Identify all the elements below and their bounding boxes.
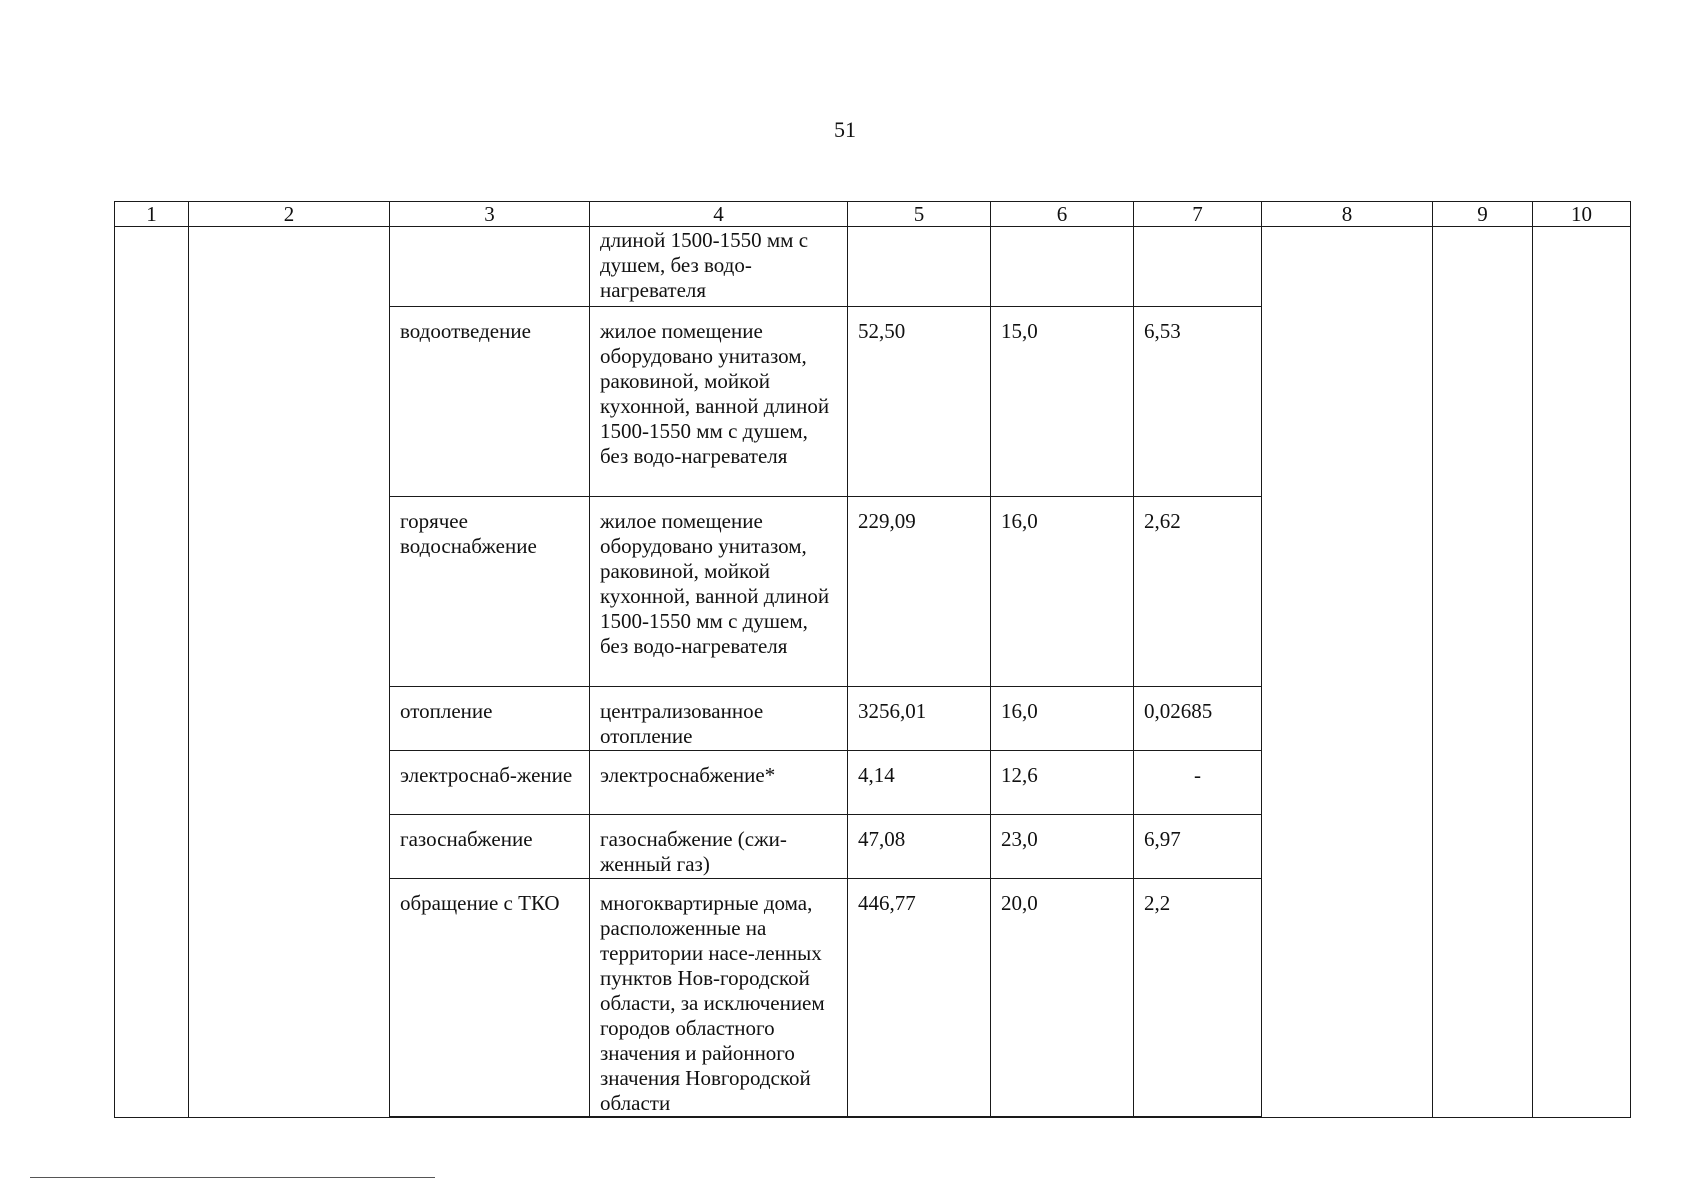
col-2-cell [189,227,390,1118]
col-5-cell: 3256,01 [848,687,991,751]
col-7-cell [1134,227,1262,307]
col-7-cell: 2,2 [1134,879,1262,1117]
col-5-cell: 4,14 [848,751,991,815]
service-cell: горячее водоснабжение [390,497,590,687]
description-cell [590,1117,848,1118]
col-6-cell: 15,0 [991,307,1134,497]
service-cell: обращение с ТКО [390,879,590,1117]
column-header-2: 2 [189,202,390,227]
description-cell: многоквартирные дома, расположенные на территории насе-ленных пунктов Нов-городской области, за исключением городов областного значения и районного значения Новгородской области [590,879,848,1117]
column-header-1: 1 [115,202,189,227]
col-8-cell [1262,227,1433,1118]
service-cell [390,227,590,307]
description-cell: жилое помещение оборудовано унитазом, раковиной, мойкой кухонной, ванной длиной 1500-1550 мм с душем, без водо-нагревателя [590,307,848,497]
col-9-cell [1433,227,1533,1118]
col-6-cell: 16,0 [991,497,1134,687]
service-cell: газоснабжение [390,815,590,879]
col-6-cell [991,1117,1134,1118]
table-row [115,227,1631,307]
column-header-5: 5 [848,202,991,227]
column-header-9: 9 [1433,202,1533,227]
col-5-cell: 47,08 [848,815,991,879]
service-cell: отопление [390,687,590,751]
col-10-cell [1533,227,1631,1118]
description-cell: газоснабжение (сжи-женный газ) [590,815,848,879]
description-cell: централизованное отопление [590,687,848,751]
col-7-cell: 2,62 [1134,497,1262,687]
col-6-cell: 23,0 [991,815,1134,879]
col-6-cell [991,227,1134,307]
col-7-cell: 0,02685 [1134,687,1262,751]
col-1-cell [115,227,189,1118]
col-6-cell: 12,6 [991,751,1134,815]
tariff-table [114,201,1631,1118]
page-number: 51 [834,117,856,142]
col-5-cell: 229,09 [848,497,991,687]
col-6-cell: 20,0 [991,879,1134,1117]
column-header-8: 8 [1262,202,1433,227]
service-cell [390,1117,590,1118]
column-number-row [115,202,1631,227]
col-7-cell: - [1134,751,1262,815]
description-cell: длиной 1500-1550 мм с душем, без водо-нагревателя [590,227,848,307]
service-cell: водоотведение [390,307,590,497]
footnote-separator [30,1177,435,1178]
col-5-cell [848,227,991,307]
col-5-cell: 446,77 [848,879,991,1117]
column-header-3: 3 [390,202,590,227]
col-6-cell: 16,0 [991,687,1134,751]
column-header-4: 4 [590,202,848,227]
column-header-10: 10 [1533,202,1631,227]
col-7-cell [1134,1117,1262,1118]
description-cell: электроснабжение* [590,751,848,815]
description-cell: жилое помещение оборудовано унитазом, раковиной, мойкой кухонной, ванной длиной 1500-1550 мм с душем, без водо-нагревателя [590,497,848,687]
col-7-cell: 6,97 [1134,815,1262,879]
col-5-cell: 52,50 [848,307,991,497]
column-header-7: 7 [1134,202,1262,227]
col-5-cell [848,1117,991,1118]
service-cell: электроснаб-жение [390,751,590,815]
col-7-cell: 6,53 [1134,307,1262,497]
column-header-6: 6 [991,202,1134,227]
